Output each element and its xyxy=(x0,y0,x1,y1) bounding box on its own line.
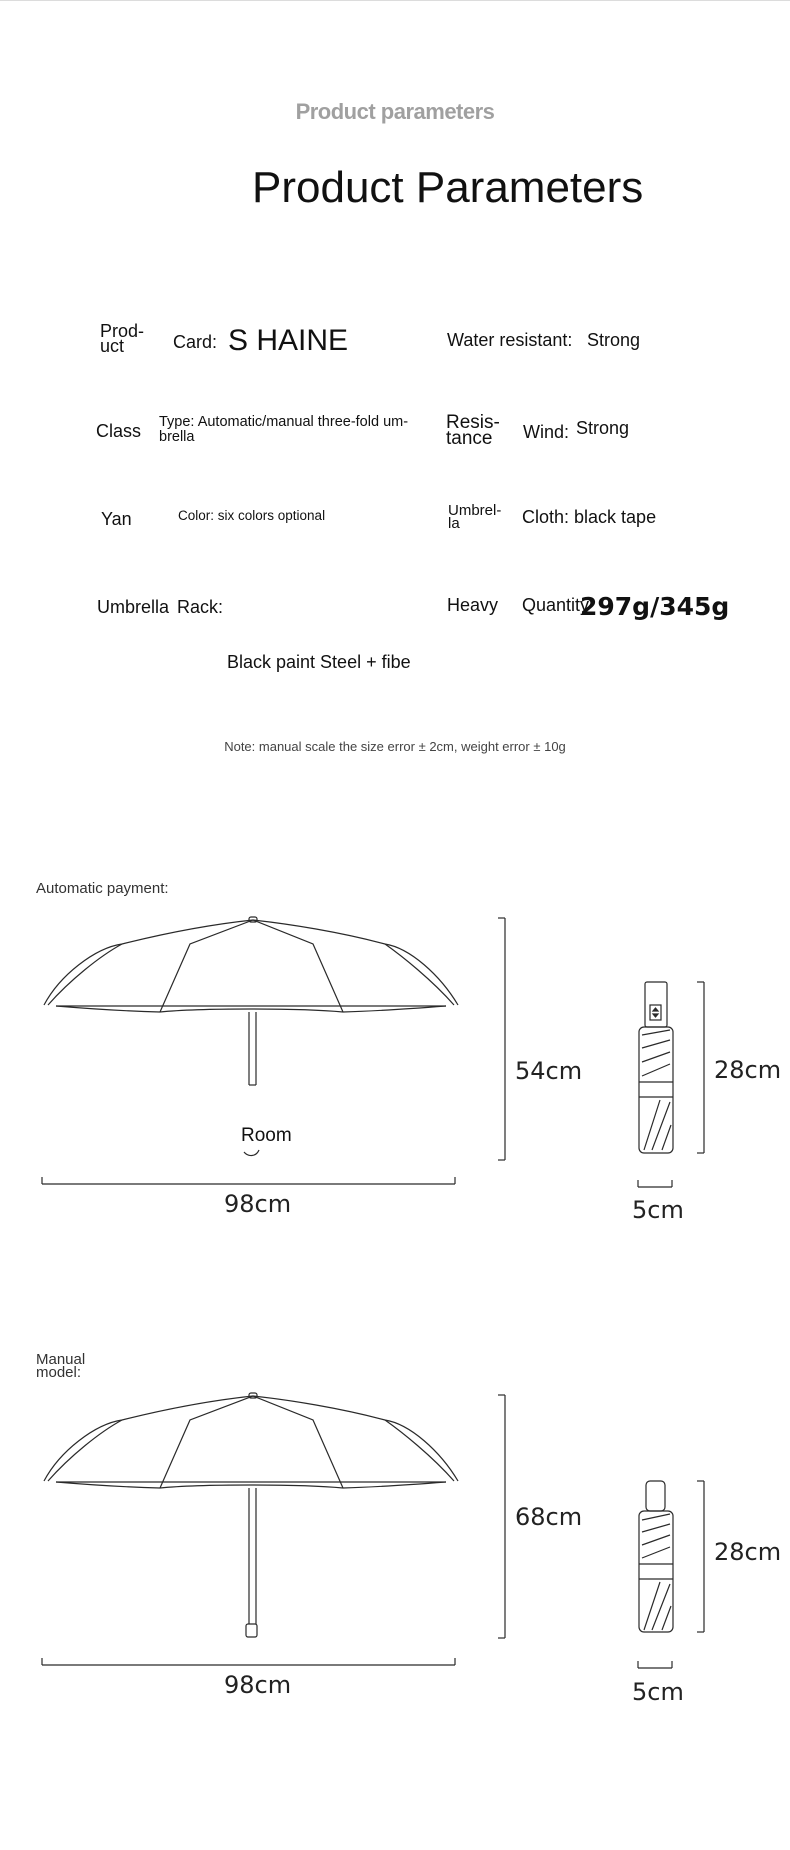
brand-value: S HAINE xyxy=(228,324,349,357)
manual-width-label: 98cm xyxy=(224,1671,292,1699)
water-key: Water resistant: xyxy=(447,330,573,350)
page-title: Product Parameters xyxy=(252,163,644,212)
automatic-height-dimension xyxy=(498,918,505,1160)
automatic-height-label: 54cm xyxy=(515,1057,583,1085)
heavy-label: Heavy xyxy=(447,595,499,615)
automatic-width-dimension xyxy=(42,1177,455,1184)
rack-value: Black paint Steel + fibe xyxy=(227,652,411,672)
automatic-open-umbrella-icon xyxy=(44,917,458,1156)
manual-folded-height-label: 28cm xyxy=(714,1538,782,1566)
type-value: Type: Automatic/manual three-fold um- brella xyxy=(159,414,409,446)
brand-label: Prod- uct xyxy=(100,321,145,357)
manual-folded-width-dimension xyxy=(638,1661,672,1668)
automatic-folded-width-dimension xyxy=(638,1180,672,1187)
automatic-width-label: 98cm xyxy=(224,1190,292,1218)
manual-height-dimension xyxy=(498,1395,505,1638)
automatic-folded-height-dimension xyxy=(697,982,704,1153)
automatic-folded-umbrella-icon xyxy=(639,982,673,1153)
rack-key: Rack: xyxy=(177,597,224,617)
color-label: Yan xyxy=(101,509,132,529)
manual-folded-width-label: 5cm xyxy=(632,1678,684,1706)
manual-open-umbrella-icon xyxy=(44,1393,458,1637)
cloth-label: Umbrel- la xyxy=(448,502,502,532)
manual-width-dimension xyxy=(42,1658,455,1665)
weight-value: 297g/345g xyxy=(580,592,730,621)
manual-folded-height-dimension xyxy=(697,1481,704,1632)
automatic-folded-height-label: 28cm xyxy=(714,1056,782,1084)
page-subtitle: Product parameters xyxy=(295,99,495,124)
manual-height-label: 68cm xyxy=(515,1503,583,1531)
automatic-label: Automatic payment: xyxy=(36,880,169,897)
weight-key: Quantity xyxy=(522,595,590,615)
cloth-value: Cloth: black tape xyxy=(522,507,657,527)
resistance-label: Resis- tance xyxy=(446,412,500,450)
automatic-folded-width-label: 5cm xyxy=(632,1196,684,1224)
manual-folded-umbrella-icon xyxy=(639,1481,673,1632)
wind-value: Strong xyxy=(576,418,630,438)
water-value: Strong xyxy=(587,330,641,350)
rack-label: Umbrella xyxy=(97,597,170,617)
class-label: Class xyxy=(96,421,142,441)
wind-key: Wind: xyxy=(523,422,570,442)
color-value: Color: six colors optional xyxy=(178,508,326,523)
manual-label: Manual model: xyxy=(36,1351,86,1381)
brand-key: Card: xyxy=(173,332,218,352)
size-note: Note: manual scale the size error ± 2cm, weight error ± 10g xyxy=(224,739,566,754)
automatic-handle-label: Room xyxy=(241,1125,292,1146)
